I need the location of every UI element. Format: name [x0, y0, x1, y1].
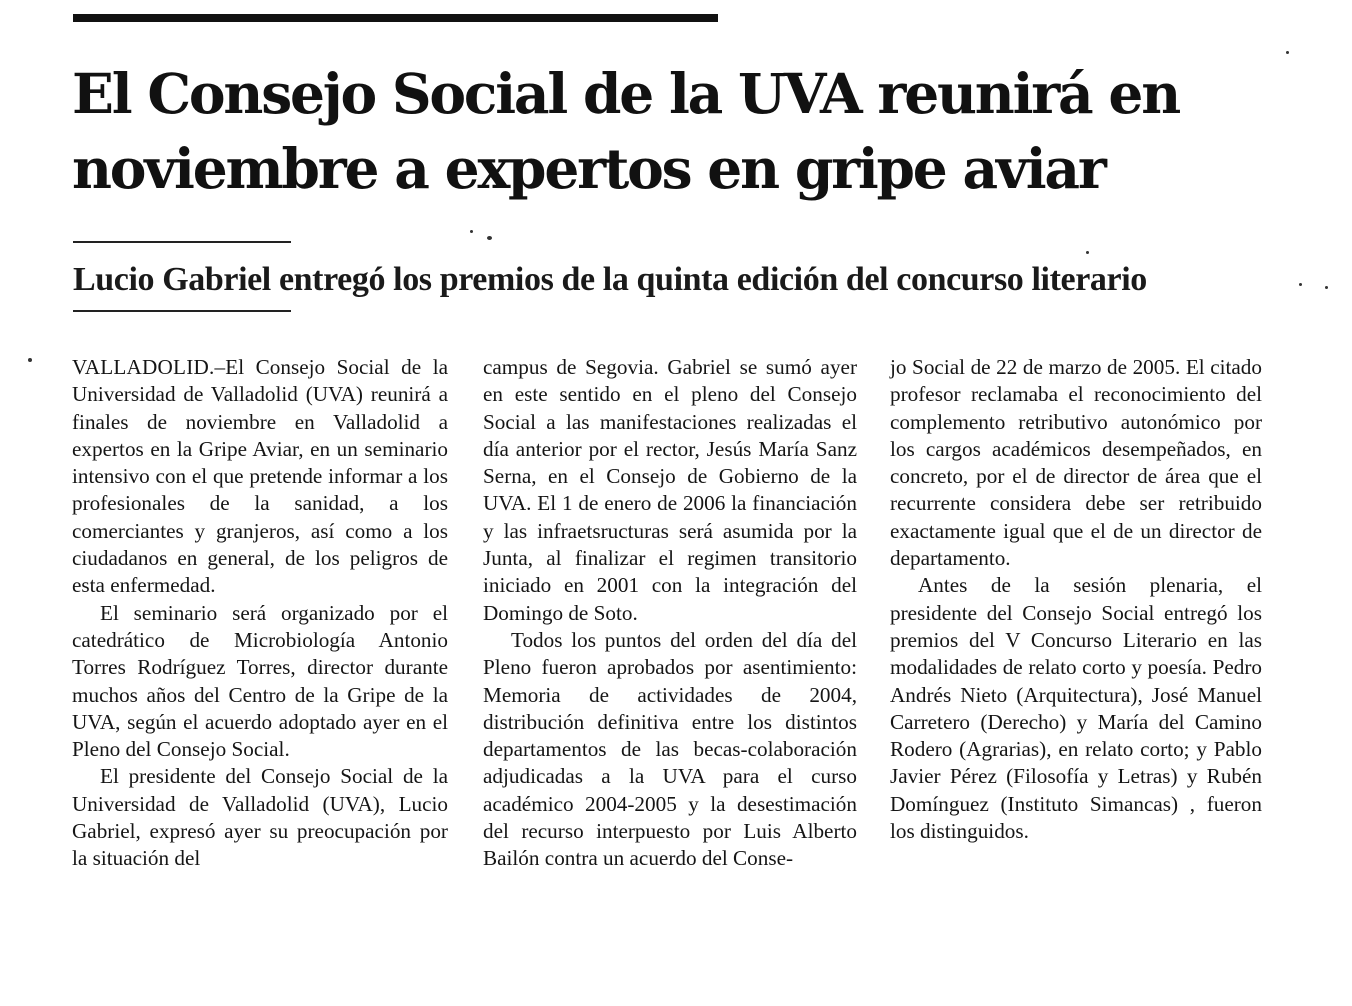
scan-speck [1086, 251, 1089, 254]
subheadline-rule-bottom [73, 310, 291, 312]
body-paragraph: campus de Segovia. Gabriel se sumó ayer en este sentido en el pleno del Consejo Social a las manifestaciones realizadas el día anterior por el rector, Jesús María Sanz Serna, en el Consejo de Gobierno de la UVA. El 1 de enero de 2006 la financiación y las infraetsructuras será asumida por la Junta, al finalizar el regimen transitorio iniciado en 2001 con la integración del Domingo de Soto. [483, 355, 857, 625]
headline-line-1: El Consejo Social de la UVA reunirá en [72, 61, 1180, 126]
headline [72, 56, 1272, 206]
scan-speck [1325, 286, 1328, 289]
body-paragraph [72, 354, 448, 600]
body-paragraph: Todos los puntos del orden del día del Pleno fueron aprobados por asentimiento: Memoria de actividades de 2004, distribución definitiva entre los distintos departamentos de las becas-colaboración adjudicadas a la UVA para el curso académico 2004-2005 y la desestimación del recurso interpuesto por Luis Alberto Bailón contra un acuerdo del Conse- [483, 627, 857, 871]
scan-speck [28, 358, 32, 362]
body-paragraph: El seminario será organizado por el catedrático de Microbiología Antonio Torres Rodríguez Torres, director durante muchos años del Centro de la Gripe de la UVA, según el acuerdo adoptado ayer en el Pleno del Consejo Social. [72, 600, 448, 762]
scan-speck [1299, 283, 1302, 286]
article-column-3 [890, 354, 1262, 845]
body-paragraph: Antes de la sesión plenaria, el presidente del Consejo Social entregó los premios del V Concurso Literario en las modalidades de relato corto y poesía. Pedro Andrés Nieto (Arquitectura), José Manuel Carretero (Derecho) y María del Camino Rodero (Agrarias), en relato corto; y Pablo Javier Pérez (Filosofía y Letras) y Rubén Domínguez (Instituto Simancas) , fueron los distinguidos. [890, 573, 1262, 844]
scan-speck [1286, 51, 1289, 54]
paragraph-text: El Consejo Social de la Universidad de Valladolid (UVA) reunirá a finales de noviembre en Valladolid a expertos en la Gripe Aviar, en un seminario intensivo con el que pretende informar a los profesionales de la sanidad, a los comerciantes y granjeros, así como a los ciudadanos en general, de los peligros de esta enfermedad. [72, 355, 448, 598]
body-paragraph: El presidente del Consejo Social de la Universidad de Valladolid (UVA), Lucio Gabriel, expresó ayer su preocupación por la situación del [72, 764, 448, 871]
scan-speck [487, 236, 492, 240]
top-rule [73, 14, 718, 22]
subheadline: Lucio Gabriel entregó los premios de la quinta edición del concurso literario [73, 261, 1147, 298]
body-paragraph: jo Social de 22 de marzo de 2005. El citado profesor reclamaba el reconocimiento del complemento retributivo autonómico por los cargos académicos desempeñados, en concreto, por el de director de área que el recurrente considera debe ser retribuido exactamente igual que el de un director de departamento. [890, 355, 1262, 571]
dateline: VALLADOLID.– [72, 355, 226, 379]
scan-speck [470, 230, 473, 233]
subheadline-rule-top [73, 241, 291, 243]
headline-line-2: noviembre a expertos en gripe aviar [72, 136, 1105, 201]
article-column-1 [72, 354, 448, 873]
article-column-2 [483, 354, 857, 873]
